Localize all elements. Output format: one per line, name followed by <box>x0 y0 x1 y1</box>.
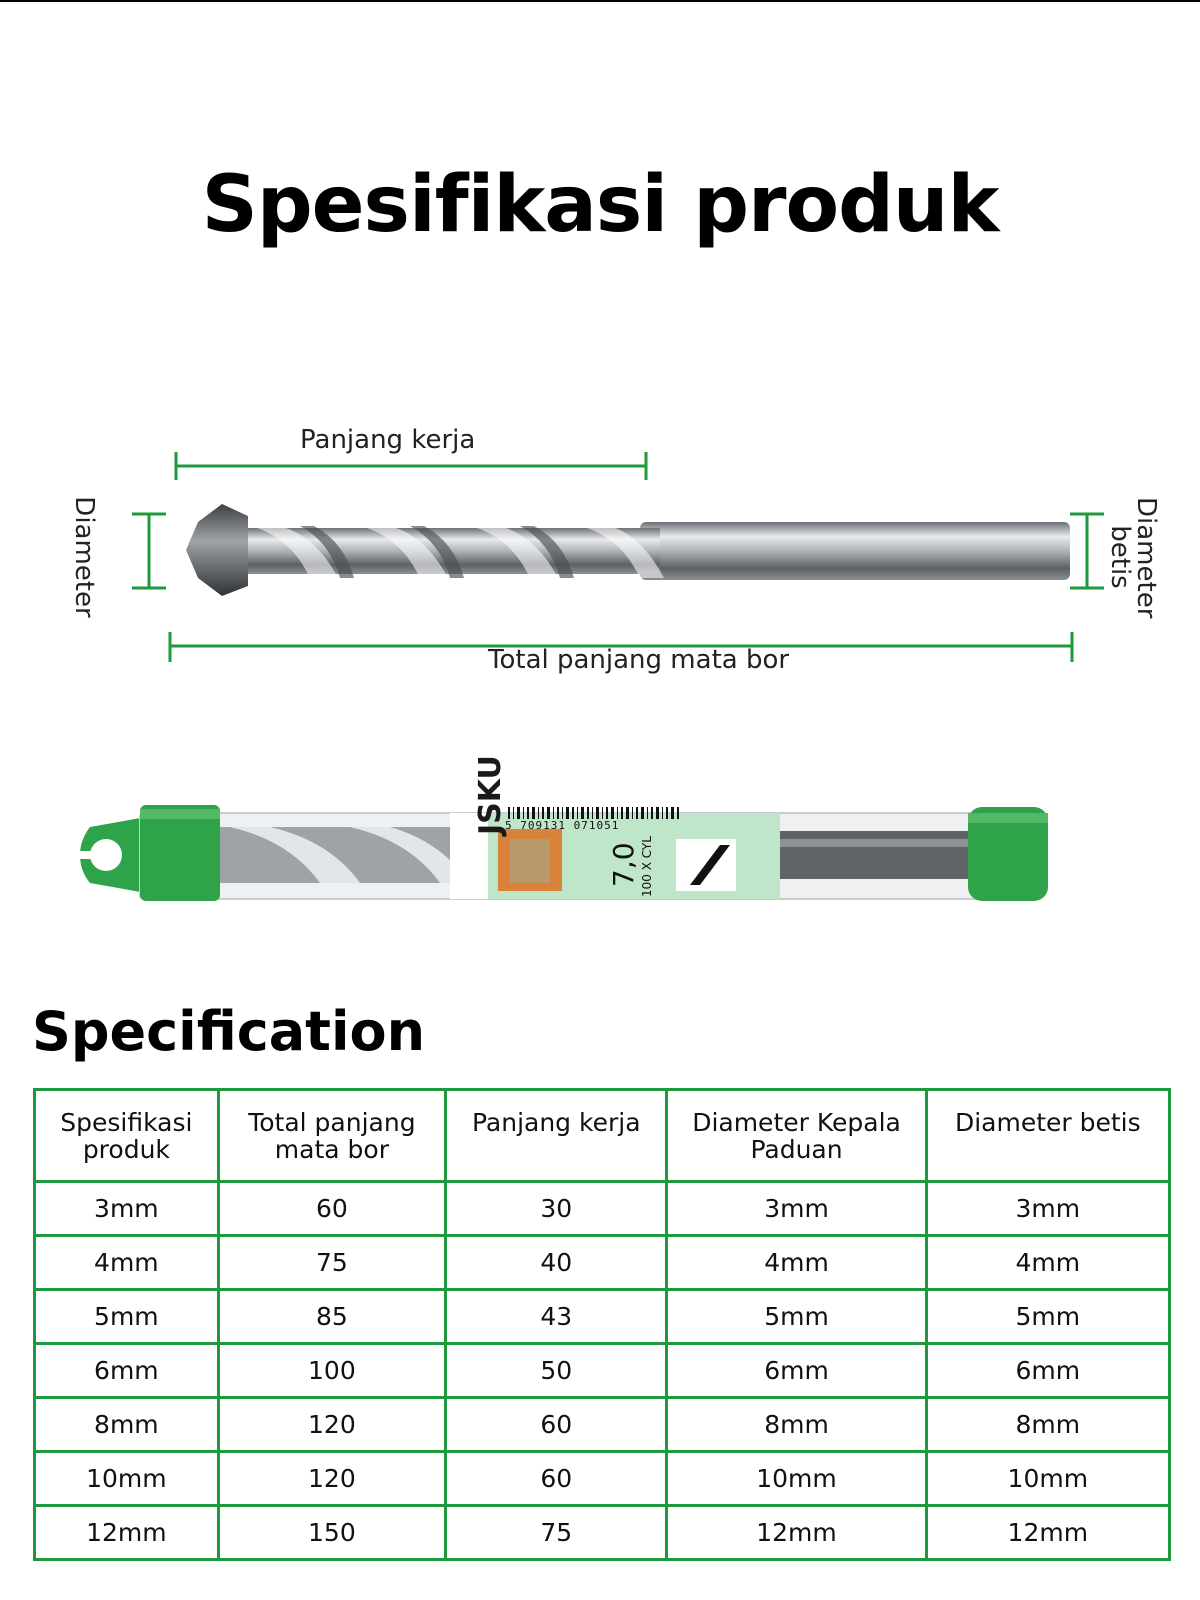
table-row <box>35 1452 1170 1506</box>
table-cell: 4mm <box>667 1236 926 1290</box>
table-cell: 85 <box>218 1290 445 1344</box>
diameter-label: Diameter <box>69 496 99 618</box>
table-cell: 60 <box>446 1452 667 1506</box>
header-working-length: Panjang kerja <box>446 1090 667 1182</box>
package-brand: JSKU <box>473 755 508 835</box>
table-cell: 8mm <box>667 1398 926 1452</box>
table-cell: 5mm <box>35 1290 219 1344</box>
table-cell: 120 <box>218 1452 445 1506</box>
table-cell: 50 <box>446 1344 667 1398</box>
table-cell: 120 <box>218 1398 445 1452</box>
table-cell: 60 <box>446 1398 667 1452</box>
table-cell: 43 <box>446 1290 667 1344</box>
page-title: Spesifikasi produk <box>201 160 999 250</box>
working-length-label: Panjang kerja <box>300 425 476 455</box>
table-cell: 12mm <box>35 1506 219 1560</box>
table-row <box>35 1344 1170 1398</box>
table-header-row <box>35 1090 1170 1182</box>
table-row <box>35 1236 1170 1290</box>
table-cell: 4mm <box>35 1236 219 1290</box>
table-cell: 8mm <box>35 1398 219 1452</box>
table-cell: 6mm <box>35 1344 219 1398</box>
table-cell: 5mm <box>926 1290 1169 1344</box>
header-product-spec: Spesifikasi produk <box>35 1090 219 1182</box>
table-cell: 12mm <box>667 1506 926 1560</box>
table-cell: 4mm <box>926 1236 1169 1290</box>
top-divider <box>0 0 1200 2</box>
table-cell: 3mm <box>35 1182 219 1236</box>
table-cell: 75 <box>446 1506 667 1560</box>
table-cell: 40 <box>446 1236 667 1290</box>
table-cell: 30 <box>446 1182 667 1236</box>
table-cell: 10mm <box>35 1452 219 1506</box>
packaging-tube <box>80 755 1080 925</box>
table-cell: 10mm <box>667 1452 926 1506</box>
diameter-bracket <box>132 514 166 588</box>
shank-diameter-label: Diameter betis <box>1105 497 1161 619</box>
header-shank-diameter: Diameter betis <box>926 1090 1169 1182</box>
table-cell: 6mm <box>667 1344 926 1398</box>
table-cell: 6mm <box>926 1344 1169 1398</box>
table-cell: 150 <box>218 1506 445 1560</box>
working-length-dimension <box>176 452 646 480</box>
specification-heading: Specification <box>32 1000 426 1063</box>
table-row <box>35 1290 1170 1344</box>
table-cell: 3mm <box>926 1182 1169 1236</box>
table-cell: 3mm <box>667 1182 926 1236</box>
total-length-label: Total panjang mata bor <box>488 645 790 675</box>
table-cell: 5mm <box>667 1290 926 1344</box>
package-size-sub: 100 X CYL <box>640 836 654 897</box>
table-cell: 75 <box>218 1236 445 1290</box>
header-head-diameter: Diameter Kepala Paduan <box>667 1090 926 1182</box>
package-barcode-digits: 5 709131 071051 <box>505 819 620 832</box>
table-cell: 8mm <box>926 1398 1169 1452</box>
table-row <box>35 1182 1170 1236</box>
table-cell: 12mm <box>926 1506 1169 1560</box>
table-cell: 60 <box>218 1182 445 1236</box>
package-size: 7,0 <box>607 842 640 887</box>
drill-bit-diagram <box>0 400 1200 700</box>
shank-diameter-bracket <box>1070 514 1104 588</box>
table-row <box>35 1398 1170 1452</box>
header-total-length: Total panjang mata bor <box>218 1090 445 1182</box>
specification-table <box>33 1088 1171 1561</box>
table-cell: 10mm <box>926 1452 1169 1506</box>
table-row <box>35 1506 1170 1560</box>
table-cell: 100 <box>218 1344 445 1398</box>
